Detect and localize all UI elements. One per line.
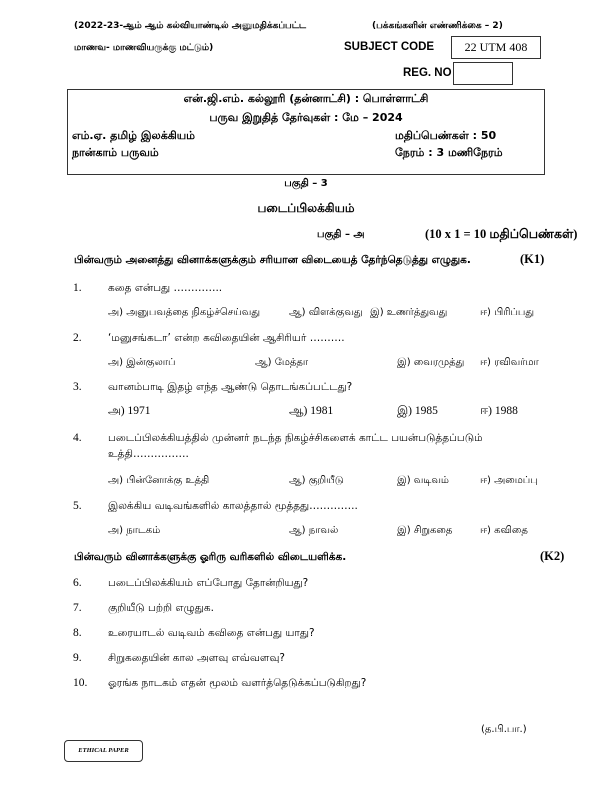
option-d[interactable]: ஈ) ரவிவர்மா <box>480 357 539 368</box>
exam-title: பருவ இறுதித் தேர்வுகள் : மே – 2024 <box>209 111 403 124</box>
option-a[interactable]: அ) பின்னோக்கு உத்தி <box>108 475 210 486</box>
option-a[interactable]: அ) அனுபவத்தை நிகழ்ச்செய்வது <box>108 307 260 318</box>
question-text: ‘மனுசங்கடா’ என்ற கவிதையின் ஆசிரியர் ………. <box>108 332 345 344</box>
option-d[interactable]: ஈ) 1988 <box>480 405 518 417</box>
section-a-marks: (10 x 1 = 10 மதிப்பெண்கள்) <box>425 227 578 241</box>
question-number: 2. <box>73 332 82 344</box>
option-b[interactable]: ஆ) குறியீடு <box>289 475 344 486</box>
section-b-k-level: (K2) <box>540 549 565 563</box>
option-c[interactable]: இ) உணர்த்துவது <box>370 307 448 318</box>
reg-no-field[interactable] <box>453 62 513 85</box>
option-c[interactable]: இ) சிறுகதை <box>397 525 453 536</box>
question-number: 5. <box>73 500 82 512</box>
duration: நேரம் : 3 மணிநேரம் <box>395 146 503 159</box>
option-d[interactable]: ஈ) அமைப்பு <box>480 475 538 486</box>
option-b[interactable]: ஆ) நாவல் <box>289 525 339 536</box>
question-text: படைப்பிலக்கியம் எப்போது தோன்றியது? <box>108 577 309 589</box>
section-a-k-level: (K1) <box>520 252 545 266</box>
question-text: படைப்பிலக்கியத்தில் முன்னர் நடந்த நிகழ்ச்சிகளைக் காட்ட பயன்படுத்தப்படும் <box>108 432 483 444</box>
question-text: இலக்கிய வடிவங்களில் காலத்தால் மூத்தது………….. <box>108 500 358 512</box>
question-number: 9. <box>73 652 82 664</box>
course-name: எம்.ஏ. தமிழ் இலக்கியம் <box>72 129 196 142</box>
reg-no-label: REG. NO <box>403 67 452 79</box>
section-a-label: பகுதி – அ <box>317 229 365 240</box>
option-c[interactable]: இ) வடிவம் <box>397 475 449 486</box>
question-text: சிறுகதையின் கால அளவு எவ்வளவு? <box>108 652 285 664</box>
question-text: கதை என்பது ………….. <box>108 282 223 294</box>
question-text: உரையாடல் வடிவம் கவிதை என்பது யாது? <box>108 627 315 639</box>
section-a-instruction: பின்வரும் அனைத்து வினாக்களுக்கும் சரியான விடையைத் தேர்ந்தெடுத்து எழுதுக. <box>74 254 471 266</box>
paper-title: படைப்பிலக்கியம் <box>257 201 355 215</box>
question-text: ஓரங்க நாடகம் எதன் மூலம் வளர்த்தெடுக்கப்படுகிறது? <box>108 677 367 689</box>
question-text: வானம்பாடி இதழ் எந்த ஆண்டு தொடங்கப்பட்டது? <box>108 381 353 393</box>
page-count: (பக்கங்களின் எண்ணிக்கை – 2) <box>372 21 503 31</box>
option-b[interactable]: ஆ) மேத்தா <box>255 357 309 368</box>
question-text: குறியீடு பற்றி எழுதுக. <box>108 602 214 614</box>
max-marks: மதிப்பெண்கள் : 50 <box>395 129 497 142</box>
question-number: 6. <box>73 577 82 589</box>
subject-code-label: SUBJECT CODE <box>344 41 435 53</box>
please-turn-over: (த.பி.பா.) <box>481 724 527 735</box>
question-number: 8. <box>73 627 82 639</box>
option-a[interactable]: அ) நாடகம் <box>108 525 161 536</box>
college-name: என்.ஜி.எம். கல்லூரி (தன்னாட்சி) : பொள்ளாட்சி <box>183 92 429 105</box>
question-number: 1. <box>73 282 82 294</box>
unit-label: பகுதி – 3 <box>284 178 328 189</box>
question-number: 10. <box>73 677 88 689</box>
option-a[interactable]: அ) 1971 <box>108 405 151 417</box>
option-d[interactable]: ஈ) கவிதை <box>480 525 528 536</box>
option-b[interactable]: ஆ) விளக்குவது <box>289 307 363 318</box>
option-c[interactable]: இ) 1985 <box>397 405 438 417</box>
subject-code-value: 22 UTM 408 <box>451 36 541 59</box>
question-text-line-2: உத்தி……………. <box>108 448 189 460</box>
option-d[interactable]: ஈ) பிரிப்பது <box>480 307 535 318</box>
section-b-instruction: பின்வரும் வினாக்களுக்கு ஓரிரு வரிகளில் விடையளிக்க. <box>74 551 347 563</box>
permission-line-1: (2022-23-ஆம் ஆம் கல்வியாண்டில் அனுமதிக்கப்பட்ட <box>74 21 307 31</box>
question-number: 7. <box>73 602 82 614</box>
ethical-paper-badge: ETHICAL PAPER <box>64 740 143 762</box>
option-a[interactable]: அ) இன்குலாப் <box>108 357 176 368</box>
question-number: 4. <box>73 432 82 444</box>
permission-line-2: மாணவ- மாணவியருக்கு மட்டும்) <box>74 43 214 53</box>
option-c[interactable]: இ) வைரமுத்து <box>397 357 465 368</box>
question-number: 3. <box>73 381 82 393</box>
option-b[interactable]: ஆ) 1981 <box>289 405 334 417</box>
semester: நான்காம் பருவம் <box>72 146 159 159</box>
